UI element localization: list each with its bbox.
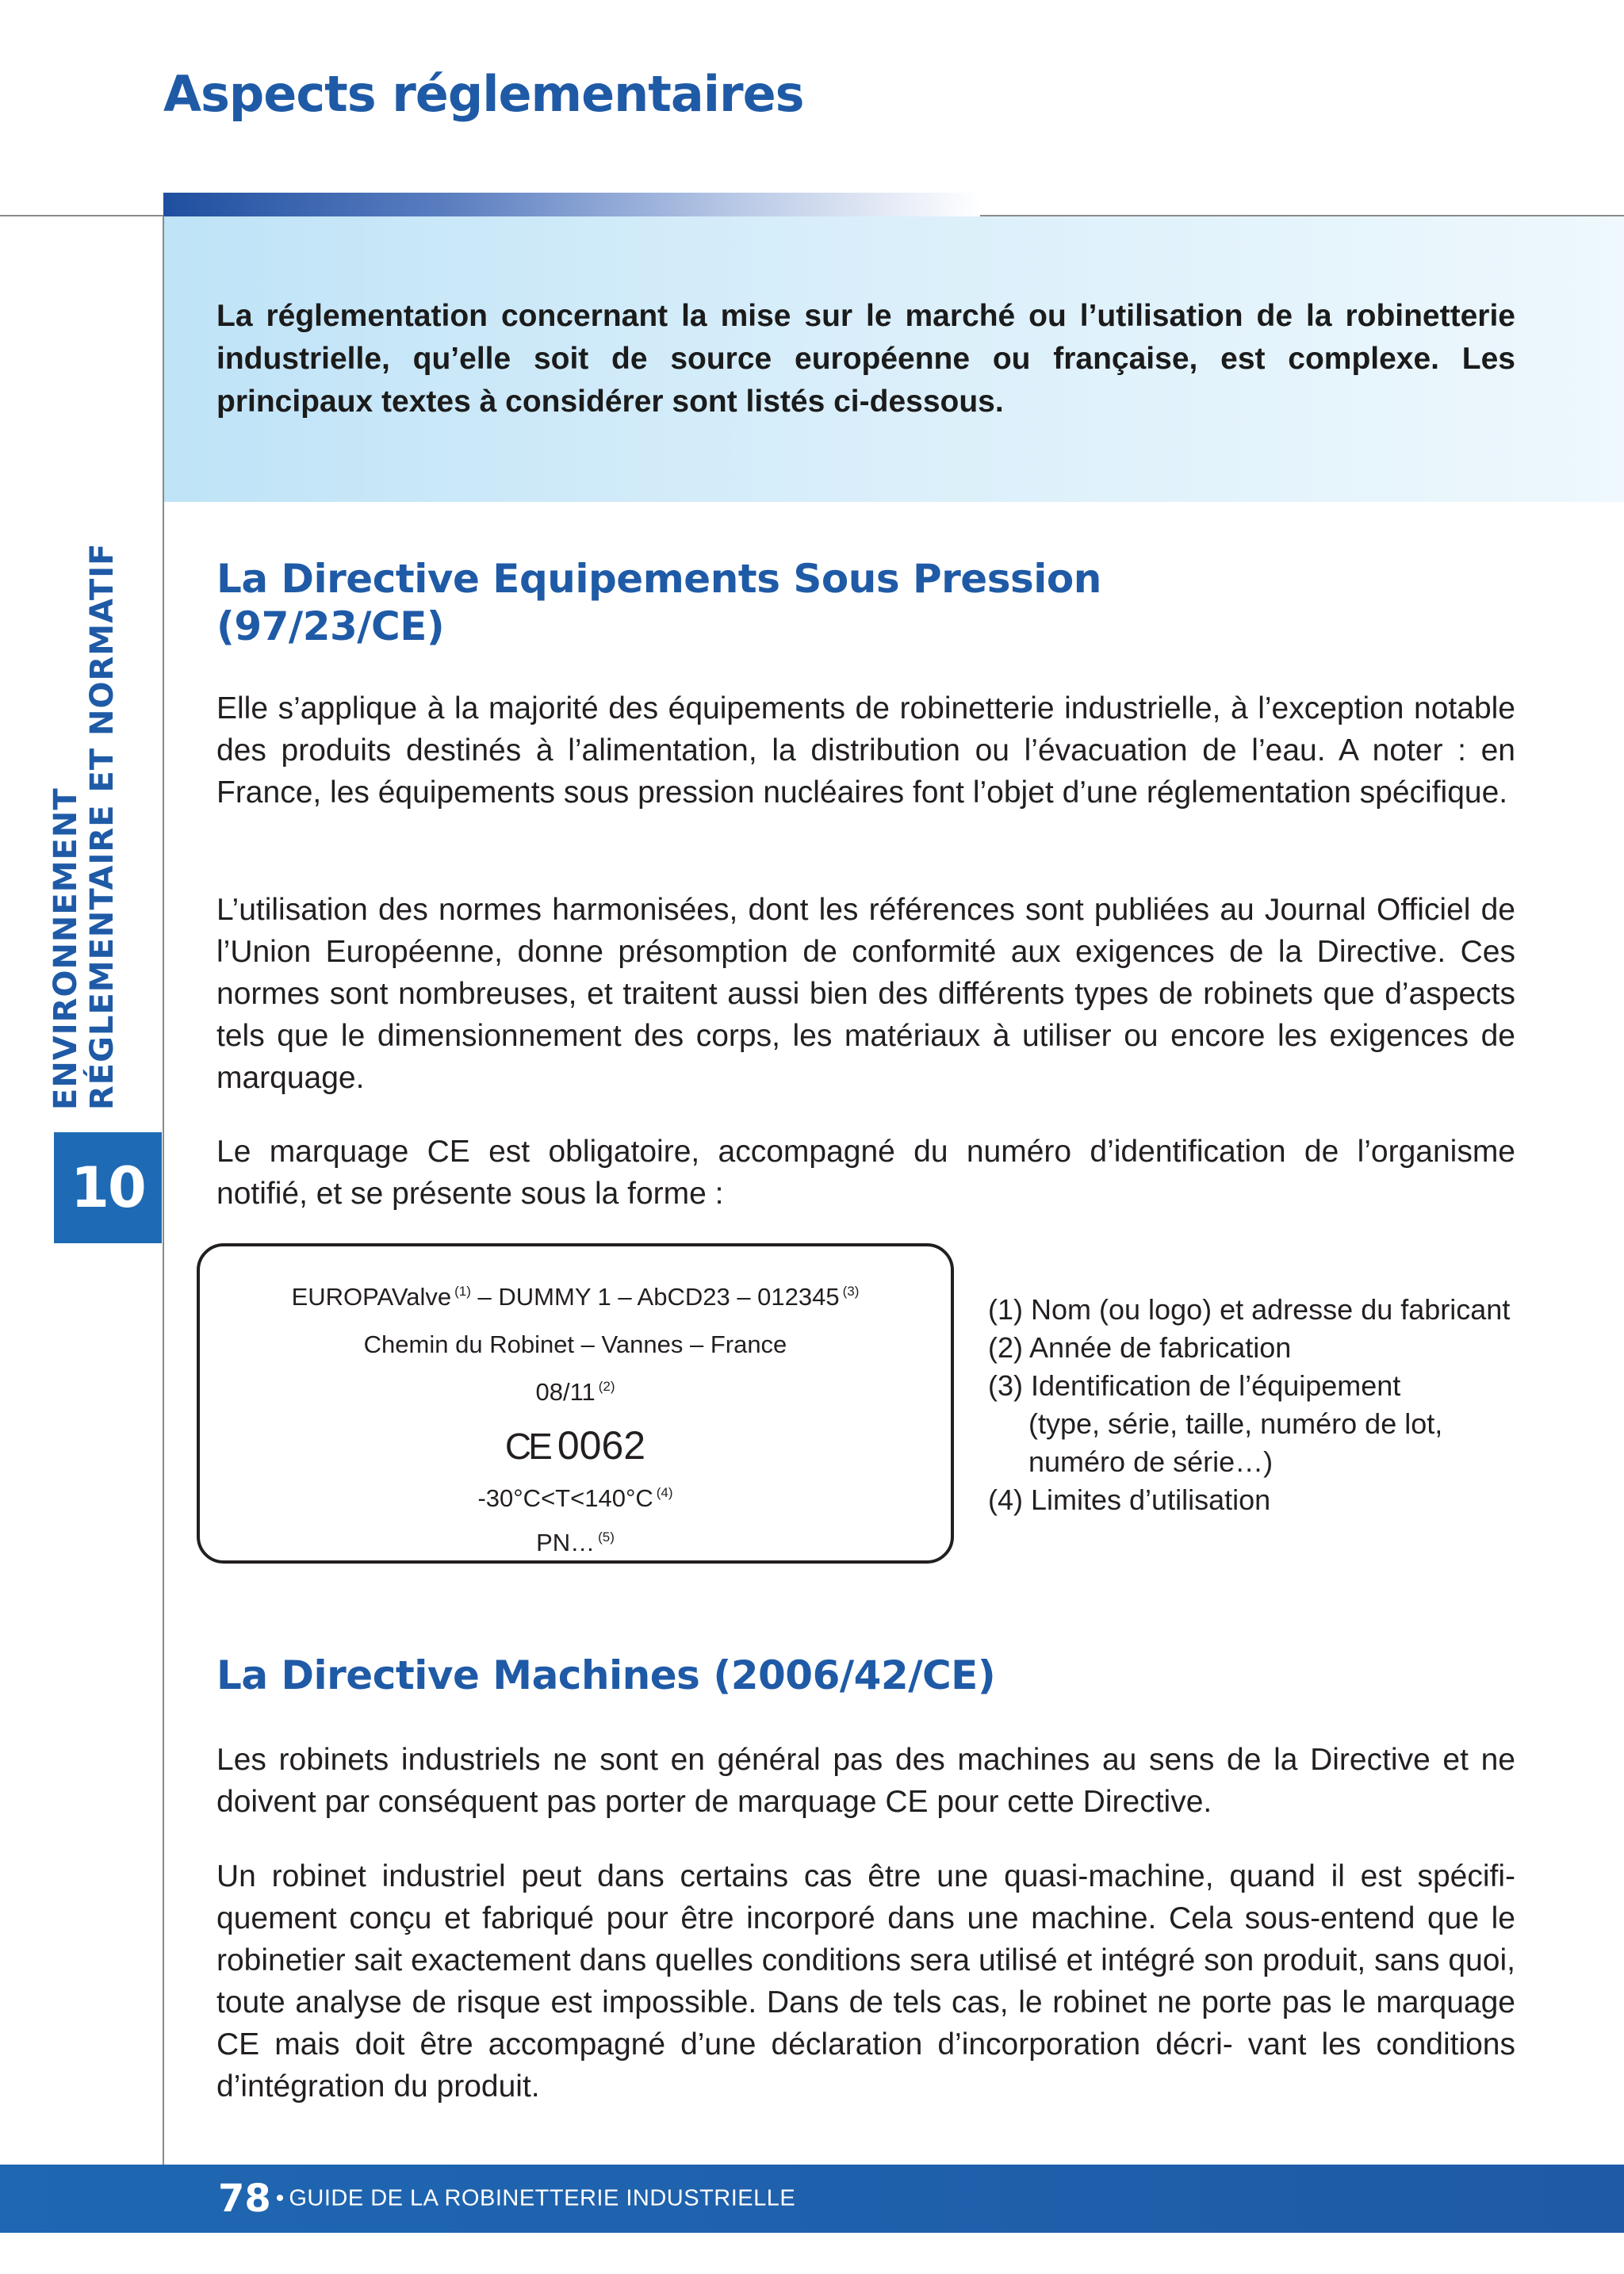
left-frame-line [163, 216, 164, 2165]
section-title-line2: (97/23/CE) [216, 603, 445, 649]
section-title-pressure-directive [216, 555, 1101, 650]
marking-line-manufacturer: EUROPAValve $^{(1)}$ – DUMMY 1 – AbCD23 – 012345 $^{(3)}$ [291, 1283, 860, 1311]
title-gradient-bar [163, 193, 980, 216]
legend-item-continuation: (type, série, taille, numéro de lot, [1028, 1407, 1443, 1440]
marking-line-pressure: PN… $^{(5)}$ [536, 1529, 615, 1556]
notified-body-number: 0062 [557, 1423, 646, 1468]
ce-marking-example [197, 1243, 954, 1564]
page-number: 78 [218, 2176, 271, 2221]
paragraph-pressure-2: L’utilisation des normes harmonisées, dont les références sont publiées au Journal Officiel de l’Union Européenne, donne présomption de conformité aux exigences de la Directive. Ces normes sont nombreuses, et traitent aussi bien des différents types de robinets que d’aspects tels que le dimensionnement des corps, les matériaux à utiliser ou encore les exigences de marquage. [216, 893, 1515, 1095]
guide-title: GUIDE DE LA ROBINETTERIE INDUSTRIELLE [289, 2185, 796, 2211]
side-label-line1: ENVIRONNEMENT [48, 787, 84, 1110]
ce-mark [200, 1422, 951, 1468]
legend-item-continuation: numéro de série…) [1028, 1445, 1274, 1478]
legend-item: (3) Identification de l’équipement [988, 1369, 1401, 1402]
marking-legend [988, 1291, 1543, 1519]
ce-mark-icon: CE [504, 1426, 550, 1467]
paragraph-machinery-2: Un robinet industriel peut dans certains cas être une quasi-machine, quand il est spécifi- quement conçu et fabriqué pour être incorporé dans une machine. Cela sous-entend que le robinetier sait exactement dans quelles conditions sera utilisé et intégré son produit, sans quoi, toute analyse de risque est impossible. Dans de tels cas, le robinet ne porte pas le marquage CE mais doit être accompagné d’une déclaration d’incorporation décri- vant les conditions d’intégration du produit. [216, 1859, 1515, 2104]
paragraph-pressure-3: Le marquage CE est obligatoire, accompagné du numéro d’identification de l’organisme notifié, et se présente sous la forme : [216, 1135, 1515, 1211]
chapter-number-tab: 10 [54, 1132, 162, 1243]
legend-item: (4) Limites d’utilisation [988, 1483, 1271, 1516]
side-label-line2: RÉGLEMENTAIRE ET NORMATIF [84, 542, 121, 1110]
paragraph-pressure-1: Elle s’applique à la majorité des équipements de robinetterie industrielle, à l’exception notable des produits destinés à l’alimentation, la distribution ou l’évacuation de l’eau. A noter : en France, les équipements sous pression nucléaires font l’objet d’une réglementation spécifique. [216, 691, 1515, 810]
legend-item: (2) Année de fabrication [988, 1331, 1292, 1364]
footer-separator: • [275, 2185, 285, 2211]
section-title-machinery-directive: La Directive Machines (2006/42/CE) [216, 1652, 996, 1698]
paragraph-machinery-1: Les robinets industriels ne sont en général pas des machines au sens de la Directive et ne doivent par conséquent pas porter de marquage CE pour cette Directive. [216, 1743, 1515, 1819]
section-title-line1: La Directive Equipements Sous Pression [216, 556, 1101, 602]
page-title: Aspects réglementaires [163, 65, 804, 123]
chapter-side-label [48, 543, 121, 1110]
footer [218, 2176, 795, 2221]
marking-line-temperature: -30°C<T<140°C $^{(4)}$ [477, 1484, 673, 1512]
intro-text: La réglementation concernant la mise sur le marché ou l’utilisation de la robinetterie industrielle, qu’elle soit de source européenne ou française, est complexe. Les principaux textes à considérer sont listés ci-dessous. [216, 299, 1515, 419]
marking-line-address: Chemin du Robinet – Vannes – France [363, 1330, 787, 1358]
legend-item: (1) Nom (ou logo) et adresse du fabricant [988, 1293, 1511, 1326]
marking-line-date: 08/11 $^{(2)}$ [535, 1378, 615, 1406]
